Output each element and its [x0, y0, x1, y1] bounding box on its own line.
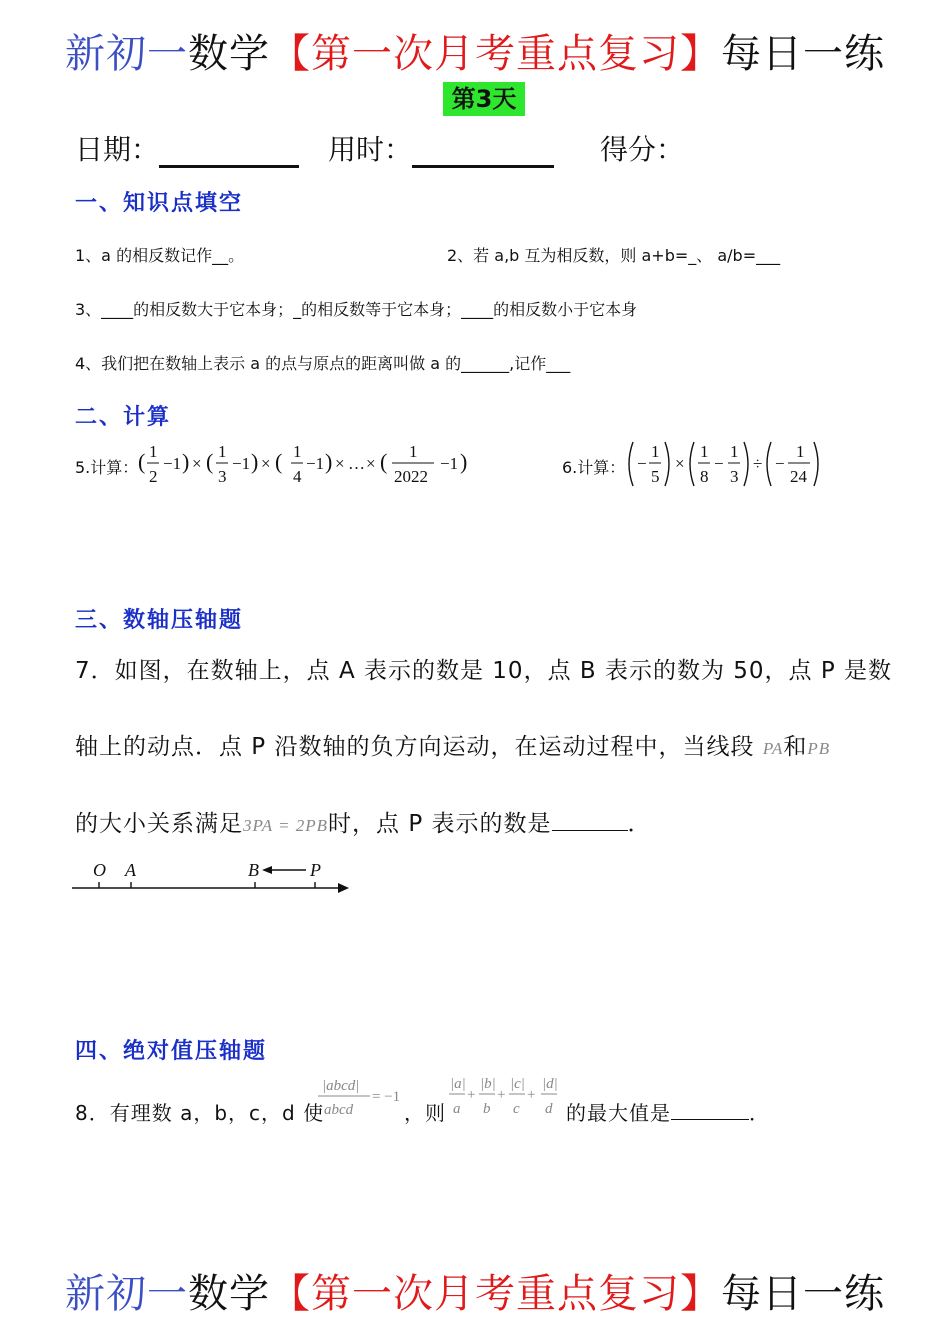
q5-paren-close-1: ) [182, 449, 190, 474]
q5-frac-3-den: 4 [293, 467, 302, 486]
q5-paren-close-2: ) [251, 449, 259, 474]
q7-condition: 3PA = 2PB [243, 816, 329, 835]
q6-frac-1-den: 5 [651, 467, 660, 486]
footer-part-daily: 每日一练 [721, 1271, 885, 1317]
q8-term-b-den: b [483, 1101, 491, 1117]
q5-times-2: × [261, 454, 271, 473]
q5-paren-close-4: ) [460, 449, 468, 474]
section-1-heading: 一、知识点填空 [75, 191, 244, 216]
q6-paren-close-1 [665, 442, 669, 486]
page-footer-title [0, 1262, 950, 1319]
q5-paren-open-2: ( [206, 449, 214, 474]
q7-answer-blank [552, 810, 628, 831]
q5-paren-open-3: ( [275, 449, 283, 474]
question-4: 4、我们把在数轴上表示 a 的点与原点的距离叫做 a 的______,记作___ [75, 354, 571, 373]
q6-minus-3: − [775, 454, 785, 473]
number-line-figure [70, 852, 360, 900]
q8-answer-blank [671, 1099, 749, 1120]
number-line-label-o: O [93, 860, 106, 880]
motion-arrow-head [262, 866, 272, 874]
q8-term-d-den: d [545, 1101, 553, 1117]
q7-end-mark: ． [627, 811, 652, 837]
q8-cond-denominator: abcd [324, 1102, 354, 1118]
number-line-arrowhead [338, 883, 349, 893]
q5-times-4: × [366, 454, 376, 473]
q8-end-mark: ． [749, 1101, 770, 1125]
q8-plus-2: + [497, 1087, 506, 1103]
day-badge: 第3天 [443, 82, 525, 116]
q6-paren-open-2 [690, 442, 694, 486]
question-5-expression [136, 438, 481, 490]
score-label: 得分： [600, 133, 685, 166]
question-8-text-c [566, 1097, 770, 1126]
q5-frac-2-den: 3 [218, 467, 227, 486]
title-part-grade: 新初一 [65, 31, 188, 77]
section-3-heading: 三、数轴压轴题 [75, 608, 244, 633]
date-blank [159, 137, 299, 168]
q5-frac-4-den: 2022 [394, 467, 428, 486]
question-8-text-a: 8．有理数 a，b，c，d 使 [75, 1101, 325, 1125]
q7-segment-pa: PA [762, 739, 784, 758]
q5-minus-one-4: −1 [440, 454, 459, 473]
q7-segment-pb: PB [807, 739, 831, 758]
q8-cond-numerator: |abcd| [322, 1078, 360, 1094]
q6-divide: ÷ [753, 454, 763, 473]
q5-frac-2-num: 1 [218, 442, 227, 461]
q6-frac-1-num: 1 [651, 442, 660, 461]
q8-plus-3: + [527, 1087, 536, 1103]
q5-minus-one-3: −1 [306, 454, 325, 473]
number-line-label-p: P [310, 860, 321, 880]
question-2: 2、若 a,b 互为相反数，则 a+b=_、 a/b=___ [447, 246, 781, 265]
q6-paren-open-3 [767, 442, 771, 486]
footer-part-subject: 数学 [188, 1271, 270, 1317]
q6-paren-close-2 [744, 442, 748, 486]
q6-minus-1: − [637, 454, 647, 473]
footer-part-topic: 【第一次月考重点复习】 [270, 1271, 721, 1317]
q5-paren-open-1: ( [138, 449, 146, 474]
number-line-label-a: A [125, 860, 136, 880]
q7-line-2-text: 轴上的动点．点 P 沿数轴的负方向运动，在运动过程中，当线段 [75, 734, 755, 760]
q6-times: × [675, 454, 685, 473]
q8-term-a-num: |a| [450, 1076, 466, 1092]
question-8-condition [314, 1073, 406, 1123]
question-6-expression [624, 436, 824, 492]
question-3: 3、____的相反数大于它本身；_的相反数等于它本身；____的相反数小于它本身 [75, 300, 638, 319]
q6-paren-open-1 [629, 442, 633, 486]
q8-max-text: 的最大值是 [566, 1101, 671, 1125]
title-part-subject: 数学 [188, 31, 270, 77]
q5-minus-one-2: −1 [232, 454, 251, 473]
q5-times-1: × [192, 454, 202, 473]
title-part-daily: 每日一练 [721, 31, 885, 77]
q7-and: 和 [783, 734, 808, 760]
q5-paren-close-3: ) [325, 449, 333, 474]
q5-ellipsis: … [348, 454, 365, 473]
q7-line-3-text-a: 的大小关系满足 [75, 811, 243, 837]
section-4-heading: 四、绝对值压轴题 [75, 1039, 268, 1064]
time-label: 用时： [328, 133, 413, 166]
q8-term-a-den: a [453, 1101, 461, 1117]
question-7-line-2 [75, 728, 830, 761]
q5-frac-3-num: 1 [293, 442, 302, 461]
q5-minus-one-1: −1 [163, 454, 182, 473]
q6-frac-3-den: 3 [730, 467, 739, 486]
date-field [75, 128, 299, 168]
question-8-expression [446, 1071, 564, 1121]
q6-minus-2: − [714, 454, 724, 473]
score-field [600, 128, 684, 168]
time-field [328, 128, 554, 168]
q7-line-3-text-b: 时，点 P 表示的数是 [328, 811, 552, 837]
q5-paren-open-4: ( [380, 449, 388, 474]
q6-frac-4-num: 1 [796, 442, 805, 461]
q8-plus-1: + [467, 1087, 476, 1103]
q8-cond-rhs: = −1 [372, 1089, 401, 1105]
q8-term-d-num: |d| [542, 1076, 558, 1092]
q6-paren-close-3 [814, 442, 818, 486]
q5-frac-4-num: 1 [409, 442, 418, 461]
q5-times-3: × [335, 454, 345, 473]
date-label: 日期： [75, 133, 160, 166]
q6-frac-2-num: 1 [700, 442, 709, 461]
question-6-label: 6.计算： [562, 458, 626, 477]
q6-frac-3-num: 1 [730, 442, 739, 461]
question-1: 1、a 的相反数记作__。 [75, 246, 245, 265]
page-header-title [0, 22, 950, 79]
footer-part-grade: 新初一 [65, 1271, 188, 1317]
question-5-label: 5.计算： [75, 458, 139, 477]
q6-frac-2-den: 8 [700, 467, 709, 486]
q5-frac-1-num: 1 [149, 442, 158, 461]
number-line-label-b: B [248, 860, 259, 880]
question-8-text-b: ，则 [404, 1101, 446, 1125]
q5-frac-1-den: 2 [149, 467, 158, 486]
question-7-line-3 [75, 805, 652, 838]
q6-frac-4-den: 24 [790, 467, 807, 486]
time-blank [412, 137, 554, 168]
title-part-topic: 【第一次月考重点复习】 [270, 31, 721, 77]
q8-term-b-num: |b| [480, 1076, 496, 1092]
q8-term-c-num: |c| [510, 1076, 525, 1092]
question-7-line-1: 7．如图，在数轴上，点 A 表示的数是 10，点 B 表示的数为 50，点 P 是数 [75, 658, 893, 684]
q8-term-c-den: c [513, 1101, 520, 1117]
section-2-heading: 二、计算 [75, 405, 172, 430]
